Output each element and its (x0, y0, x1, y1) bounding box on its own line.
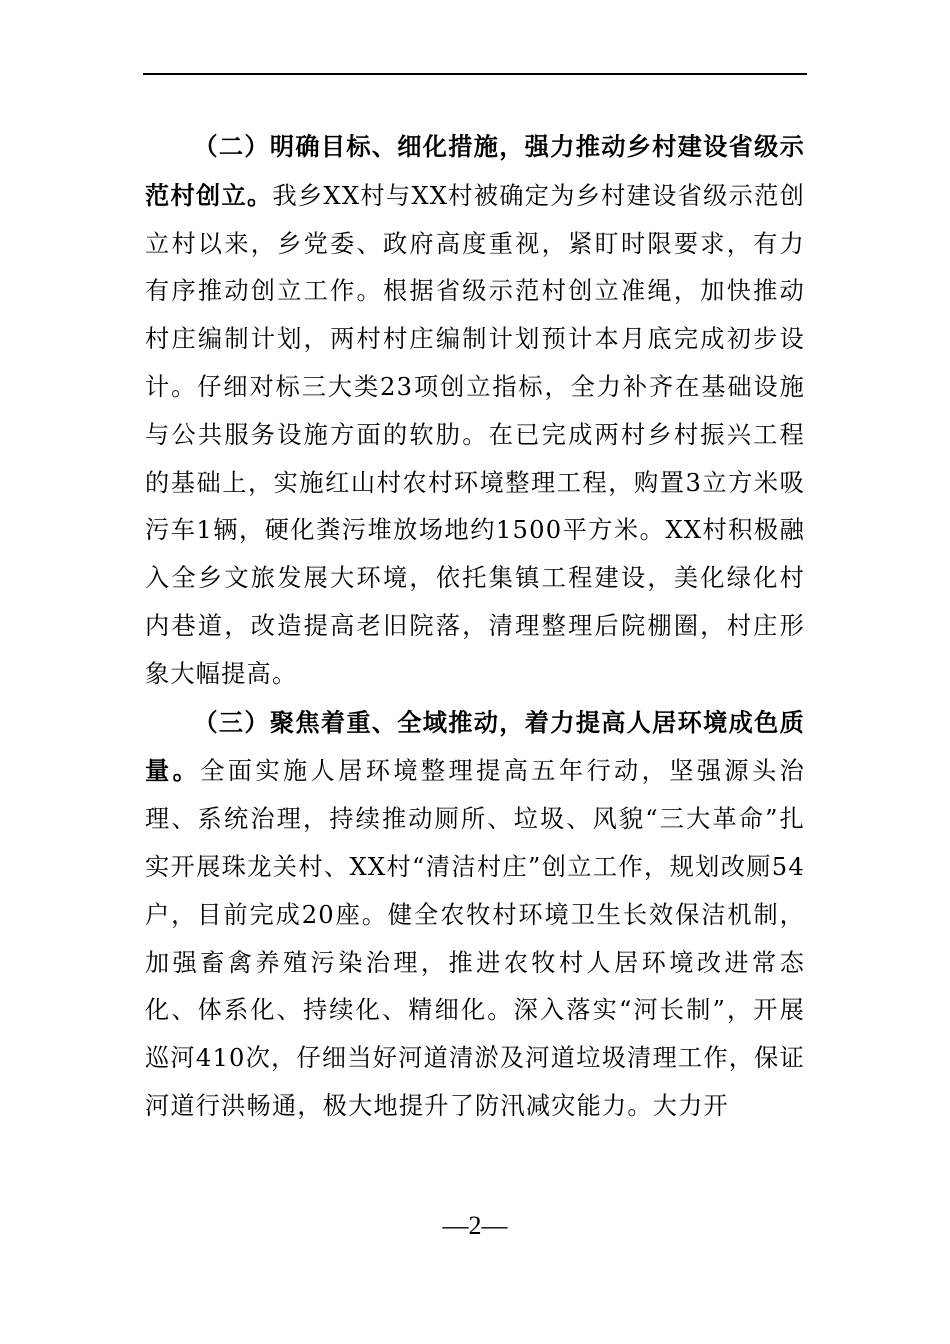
paragraph-text: 我乡XX村与XX村被确定为乡村建设省级示范创立村以来，乡党委、政府高度重视，紧盯时限要求，有力有序推动创立工作。根据省级示范村创立准绳，加快推动村庄编制计划，两村村庄编制计划预计本月底完成初步设计。仔细对标三大类23项创立指标，全力补齐在基础设施与公共服务设施方面的软肋。在已完成两村乡村振兴工程的基础上，实施红山村农村环境整理工程，购置3立方米吸污车1辆，硬化粪污堆放场地约1500平方米。XX村积极融入全乡文旅发展大环境，依托集镇工程建设，美化绿化村内巷道，改造提高老旧院落，清理整理后院棚圈，村庄形象大幅提高。 (145, 181, 805, 688)
header-rule (143, 73, 807, 75)
section-heading: （二）明确目标、细化措施，强力推动乡村建设省级示范村创立。 (145, 132, 805, 210)
document-body (145, 123, 805, 1131)
page-number: —2— (442, 1211, 508, 1240)
section-heading: （三）聚焦着重、全域推动，着力提高人居环境成色质量。 (145, 707, 805, 786)
paragraph-section-three (145, 699, 805, 1131)
paragraph-section-two (145, 123, 805, 699)
paragraph-text: 全面实施人居环境整理提高五年行动，坚强源头治理、系统治理，持续推动厕所、垃圾、风貌“三大革命”扎实开展珠龙关村、XX村“清洁村庄”创立工作，规划改厕54户，目前完成20座。健全农牧村环境卫生长效保洁机制，加强畜禽养殖污染治理，推进农牧村人居环境改进常态化、体系化、持续化、精细化。深入落实“河长制”，开展巡河410次，仔细当好河道清淤及河道垃圾清理工作，保证河道行洪畅通，极大地提升了防汛减灾能力。大力开 (145, 757, 805, 1120)
